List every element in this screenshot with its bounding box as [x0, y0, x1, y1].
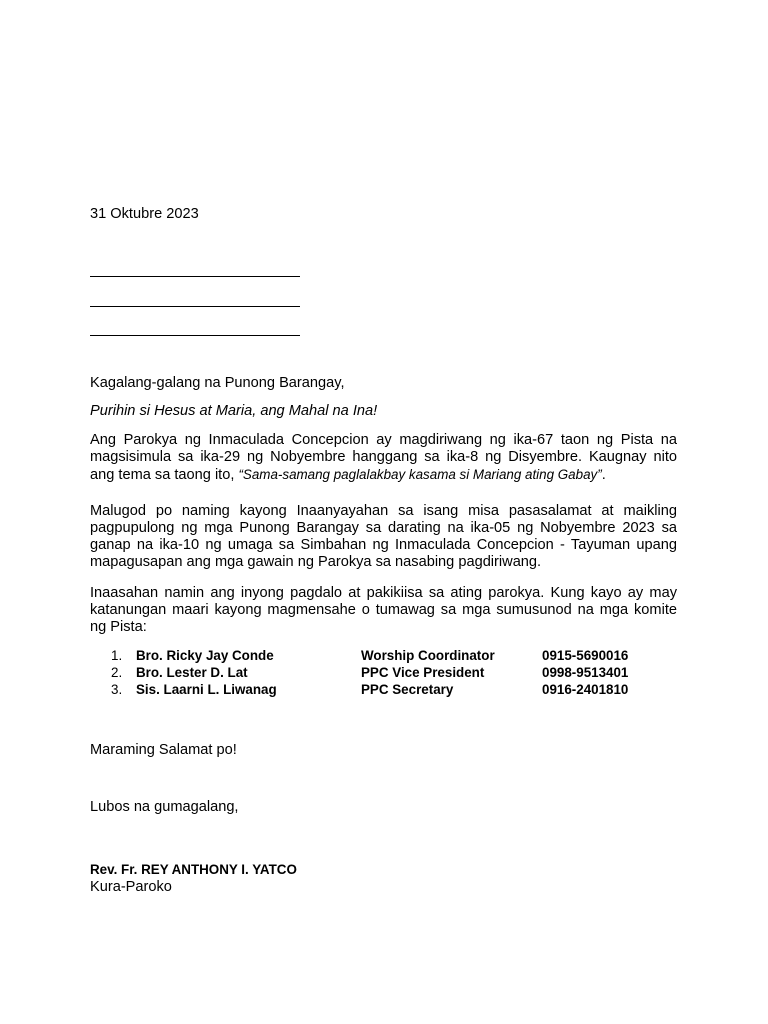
thanks-line: Maraming Salamat po!	[90, 742, 237, 758]
closing-line: Lubos na gumagalang,	[90, 799, 239, 815]
paragraph-invitation	[90, 503, 677, 571]
contact-number: 3.	[111, 682, 123, 697]
contact-phone: 0915-5690016	[542, 648, 629, 663]
contact-role: PPC Vice President	[361, 665, 485, 680]
paragraph-line: ng Pista:	[90, 619, 147, 635]
theme-text: “Sama-samang paglalakbay kasama si Mariang ating Gabay”	[238, 467, 602, 482]
paragraph-line: pagpupulong ng mga Punong Barangay sa darating na ika-05 ng Nobyembre 2023 sa	[90, 520, 677, 536]
contact-phone: 0916-2401810	[542, 682, 629, 697]
paragraph-line: Malugod po naming kayong Inaanyayahan sa isang misa pasasalamat at maikling	[90, 503, 677, 519]
paragraph-line: magsisimula sa ika-29 ng Nobyembre hanggang sa ika-8 ng Disyembre. Kaugnay nito	[90, 449, 677, 465]
contact-phone: 0998-9513401	[542, 665, 629, 680]
paragraph-line: ganap na ika-10 ng umaga sa Simbahan ng Inmaculada Concepcion - Tayuman upang	[90, 537, 677, 553]
paragraph-line	[90, 466, 677, 484]
paragraph-line: mapagusapan ang mga gawain ng Parokya sa nasabing pagdiriwang.	[90, 554, 542, 570]
paragraph-line: Inaasahan namin ang inyong pagdalo at pakikiisa sa ating parokya. Kung kayo ay may	[90, 585, 677, 601]
contact-role: PPC Secretary	[361, 682, 454, 697]
letter-date: 31 Oktubre 2023	[90, 206, 199, 222]
contact-name: Bro. Ricky Jay Conde	[136, 648, 274, 663]
salutation: Kagalang-galang na Punong Barangay,	[90, 375, 345, 391]
paragraph-announcement	[90, 432, 677, 484]
greeting: Purihin si Hesus at Maria, ang Mahal na Ina!	[90, 403, 378, 419]
paragraph-line: katanungan maari kayong magmensahe o tumawag sa mga sumusunod na mga komite	[90, 602, 677, 618]
contact-number: 2.	[111, 665, 123, 680]
signatory-title: Kura-Paroko	[90, 879, 172, 895]
recipient-blank-line-3	[90, 335, 300, 336]
paragraph-line: Ang Parokya ng Inmaculada Concepcion ay magdiriwang ng ika-67 taon ng Pista na	[90, 432, 677, 448]
contact-number: 1.	[111, 648, 123, 663]
paragraph-inquiry	[90, 585, 677, 636]
theme-period: .	[601, 467, 606, 483]
contact-name: Bro. Lester D. Lat	[136, 665, 248, 680]
theme-intro: ang tema sa taong ito,	[90, 467, 239, 483]
recipient-blank-line-2	[90, 306, 300, 307]
contact-role: Worship Coordinator	[361, 648, 495, 663]
recipient-blank-line-1	[90, 276, 300, 277]
signatory-name: Rev. Fr. REY ANTHONY I. YATCO	[90, 862, 297, 877]
contact-name: Sis. Laarni L. Liwanag	[136, 682, 277, 697]
